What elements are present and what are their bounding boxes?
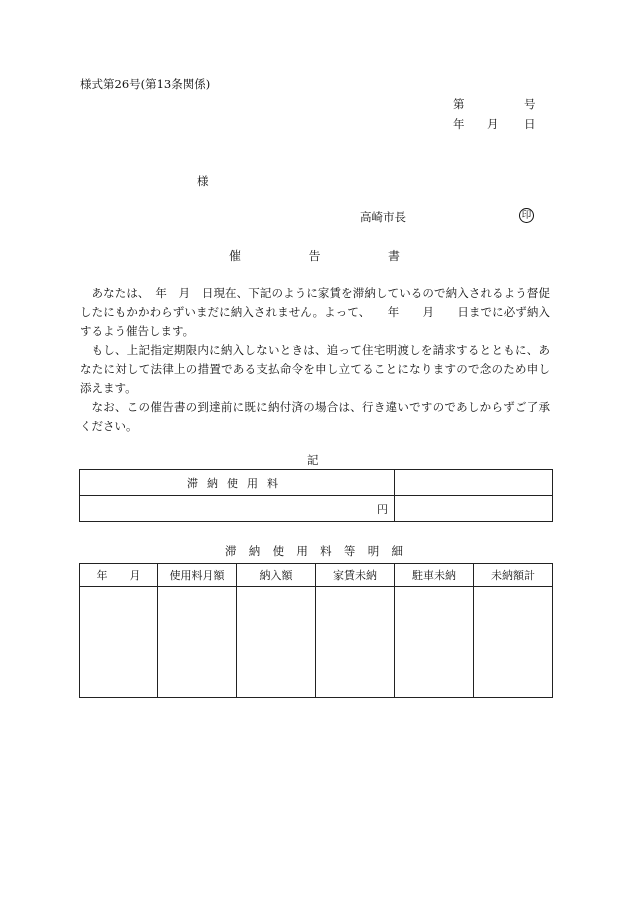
detail-cell xyxy=(80,587,158,698)
detail-cell xyxy=(237,587,316,698)
detail-cell xyxy=(158,587,237,698)
arrears-summary-table xyxy=(79,469,553,522)
arrears-amount-blank xyxy=(395,496,553,522)
record-heading: 記 xyxy=(307,453,319,467)
addressee-honorific: 様 xyxy=(197,174,209,188)
col-monthly-fee: 使用料月額 xyxy=(158,564,237,587)
issue-date-month: 月 xyxy=(487,117,499,131)
document-number-suffix: 号 xyxy=(524,97,536,111)
arrears-label-blank xyxy=(395,470,553,496)
detail-heading-char: 用 xyxy=(296,544,308,558)
col-year: 年 xyxy=(96,569,108,582)
title-char: 書 xyxy=(387,249,400,263)
title-char: 告 xyxy=(308,249,321,263)
notice-body xyxy=(80,284,550,436)
detail-heading-char: 等 xyxy=(343,544,356,558)
arrears-amount-unit: 円 xyxy=(80,496,395,522)
detail-heading-char: 納 xyxy=(248,544,261,558)
body-paragraph: なお、この催告書の到達前に既に納付済の場合は、行き違いですのであしからずご了承ください。 xyxy=(80,400,550,433)
seal-icon: 印 xyxy=(519,208,534,223)
col-paid-amount: 納入額 xyxy=(237,564,316,587)
form-number: 様式第26号(第13条関係) xyxy=(80,77,211,91)
detail-cell xyxy=(474,587,553,698)
col-unpaid-total: 未納額計 xyxy=(474,564,553,587)
issue-date-day: 日 xyxy=(524,117,536,131)
col-parking-unpaid: 駐車未納 xyxy=(395,564,474,587)
detail-heading-char: 滞 xyxy=(225,544,237,558)
document-number-prefix: 第 xyxy=(453,97,465,111)
body-paragraph: あなたは、 年 月 日現在、下記のように家賃を滞納しているので納入されるよう督促したにもかかわらずいまだに納入されません。よって、 年 月 日までに必ず納入するよう催告します。 xyxy=(80,286,550,338)
detail-heading xyxy=(225,546,403,558)
col-year-month xyxy=(80,564,158,587)
detail-heading-char: 明 xyxy=(367,544,380,558)
detail-heading-char: 料 xyxy=(320,544,332,558)
body-paragraph: もし、上記指定期限内に納入しないときは、追って住宅明渡しを請求するとともに、あなたに対して法律上の措置である支払命令を申し立てることになりますので念のため申し添えます。 xyxy=(80,343,550,395)
detail-heading-char: 細 xyxy=(391,544,403,558)
title-char: 催 xyxy=(229,249,242,263)
arrears-label: 滞納使用料 xyxy=(80,470,395,496)
col-month: 月 xyxy=(129,569,141,582)
document-title xyxy=(229,250,400,262)
detail-cell xyxy=(316,587,395,698)
col-rent-unpaid: 家賃未納 xyxy=(316,564,395,587)
sender-title: 高崎市長 xyxy=(360,210,406,224)
issue-date-year: 年 xyxy=(453,117,465,131)
arrears-detail-table xyxy=(79,563,553,698)
detail-heading-char: 使 xyxy=(272,544,285,558)
detail-cell xyxy=(395,587,474,698)
detail-header-row xyxy=(80,564,553,587)
detail-body-row xyxy=(80,587,553,698)
